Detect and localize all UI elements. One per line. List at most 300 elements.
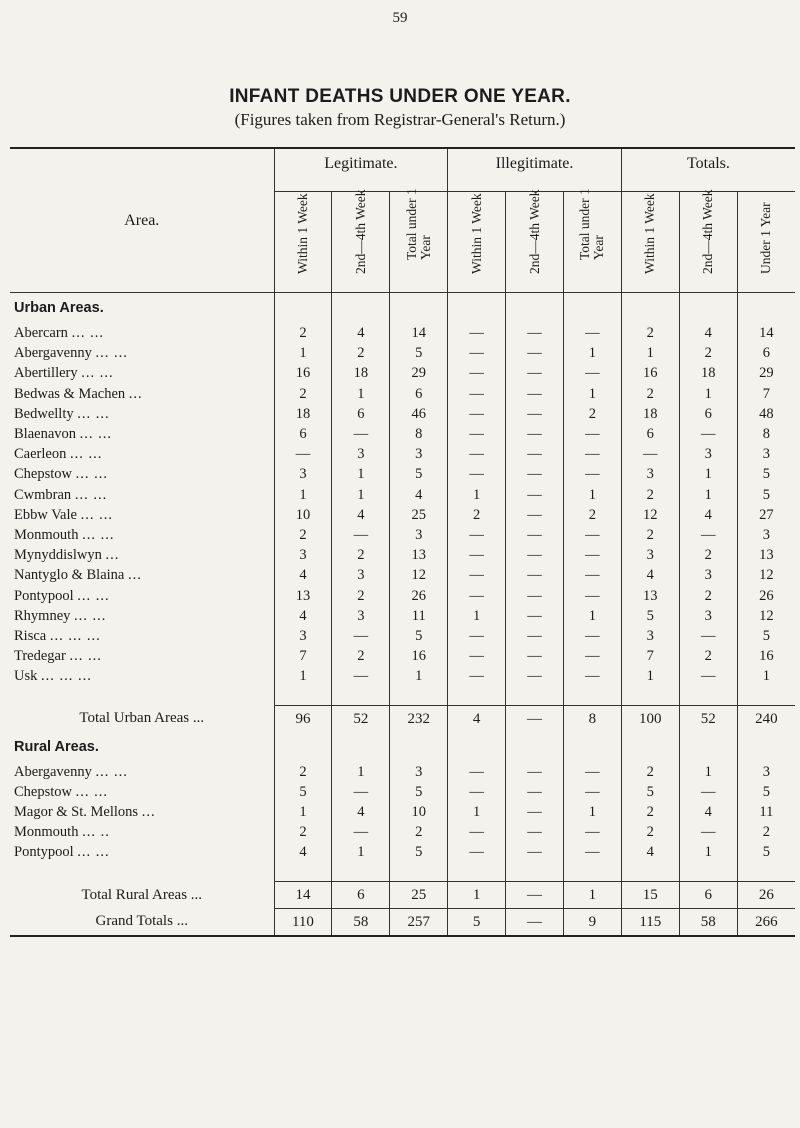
value-cell: 4 (621, 565, 679, 585)
value-cell: 1 (448, 881, 506, 908)
value-cell: — (506, 802, 564, 822)
value-cell: — (506, 666, 564, 686)
area-header: Area. (10, 148, 274, 293)
value-cell: 1 (448, 485, 506, 505)
value-cell: — (448, 586, 506, 606)
value-cell: — (506, 384, 564, 404)
value-cell: 2 (274, 822, 332, 842)
value-cell: 2 (621, 485, 679, 505)
grand-total-row (10, 908, 795, 936)
value-cell: 4 (448, 705, 506, 732)
value-cell: 1 (679, 842, 737, 862)
value-cell: 4 (390, 485, 448, 505)
area-name: Pontypool ... ... (14, 844, 110, 861)
value-cell: 26 (390, 586, 448, 606)
area-name: Caerleon ... ... (14, 446, 103, 463)
value-cell: 52 (332, 705, 390, 732)
value-cell: 13 (621, 586, 679, 606)
value-cell: 1 (332, 384, 390, 404)
value-cell: 6 (621, 424, 679, 444)
value-cell: — (506, 525, 564, 545)
value-cell: 3 (621, 626, 679, 646)
value-cell: 18 (621, 404, 679, 424)
value-cell: 2 (274, 762, 332, 782)
value-cell: 52 (679, 705, 737, 732)
value-cell: 3 (274, 464, 332, 484)
value-cell: — (506, 424, 564, 444)
value-cell: — (448, 444, 506, 464)
column-header: Within 1 Week (448, 192, 506, 293)
value-cell: 6 (737, 343, 795, 363)
value-cell: 115 (621, 908, 679, 936)
value-cell: — (679, 782, 737, 802)
page-number: 59 (392, 10, 408, 26)
value-cell: — (621, 444, 679, 464)
infant-deaths-table (10, 147, 795, 937)
table-row (10, 444, 795, 464)
area-name: Nantyglo & Blaina ... (14, 567, 142, 584)
value-cell: 5 (737, 782, 795, 802)
section-label: Rural Areas. (14, 738, 99, 755)
value-cell: 26 (737, 881, 795, 908)
value-cell: 6 (679, 881, 737, 908)
value-cell: — (332, 525, 390, 545)
value-cell: — (448, 545, 506, 565)
value-cell: 5 (737, 626, 795, 646)
value-cell: 6 (274, 424, 332, 444)
value-cell: — (448, 323, 506, 343)
value-cell: — (506, 404, 564, 424)
value-cell: — (563, 842, 621, 862)
column-header: 2nd—4th Week (679, 192, 737, 293)
value-cell: 2 (390, 822, 448, 842)
value-cell: 1 (679, 485, 737, 505)
value-cell: 46 (390, 404, 448, 424)
value-cell: — (506, 545, 564, 565)
value-cell: — (448, 404, 506, 424)
value-cell: 12 (737, 565, 795, 585)
area-name: Usk ... ... ... (14, 668, 92, 685)
value-cell: 4 (274, 565, 332, 585)
area-name: Chepstow ... ... (14, 466, 108, 483)
infant-deaths-table-container (10, 147, 795, 937)
value-cell: 2 (332, 343, 390, 363)
table-row (10, 586, 795, 606)
area-name: Risca ... ... ... (14, 628, 101, 645)
value-cell: 1 (679, 384, 737, 404)
value-cell: 4 (679, 802, 737, 822)
value-cell: 58 (679, 908, 737, 936)
value-cell: 5 (737, 842, 795, 862)
value-cell: — (448, 424, 506, 444)
value-cell: 4 (332, 802, 390, 822)
value-cell: 2 (332, 586, 390, 606)
value-cell: 3 (737, 444, 795, 464)
table-row (10, 565, 795, 585)
area-name: Pontypool ... ... (14, 587, 110, 604)
value-cell: — (679, 822, 737, 842)
area-name: Bedwas & Machen ... (14, 385, 143, 402)
value-cell: 2 (621, 762, 679, 782)
value-cell: — (506, 343, 564, 363)
value-cell: 18 (274, 404, 332, 424)
value-cell: 3 (621, 464, 679, 484)
value-cell: 16 (737, 646, 795, 666)
value-cell: — (506, 464, 564, 484)
value-cell: — (448, 842, 506, 862)
rural-section-header (10, 732, 795, 762)
value-cell: — (448, 782, 506, 802)
value-cell: — (506, 762, 564, 782)
value-cell: 3 (332, 606, 390, 626)
value-cell: 1 (563, 384, 621, 404)
area-name: Mynyddislwyn ... (14, 547, 120, 564)
value-cell: 18 (332, 363, 390, 383)
value-cell: 1 (274, 666, 332, 686)
value-cell: — (506, 363, 564, 383)
spacer-row (10, 687, 795, 706)
value-cell: 9 (563, 908, 621, 936)
value-cell: 1 (274, 343, 332, 363)
value-cell: 1 (621, 666, 679, 686)
table-row (10, 525, 795, 545)
value-cell: 5 (737, 464, 795, 484)
value-cell: 2 (679, 343, 737, 363)
value-cell: 232 (390, 705, 448, 732)
area-name: Total Rural Areas ... (81, 886, 203, 903)
value-cell: 2 (274, 384, 332, 404)
value-cell: 3 (274, 545, 332, 565)
value-cell: — (506, 606, 564, 626)
value-cell: — (563, 444, 621, 464)
value-cell: 29 (390, 363, 448, 383)
value-cell: 11 (390, 606, 448, 626)
column-header: 2nd—4th Week (332, 192, 390, 293)
value-cell: — (274, 444, 332, 464)
value-cell: 12 (621, 505, 679, 525)
value-cell: — (448, 666, 506, 686)
value-cell: — (506, 908, 564, 936)
value-cell: 2 (679, 545, 737, 565)
value-cell: 25 (390, 881, 448, 908)
value-cell: 7 (274, 646, 332, 666)
value-cell: 7 (737, 384, 795, 404)
value-cell: — (448, 384, 506, 404)
spacer-row (10, 863, 795, 882)
value-cell: — (506, 842, 564, 862)
value-cell: — (563, 822, 621, 842)
value-cell: — (506, 444, 564, 464)
area-name: Monmouth ... ... (14, 527, 115, 544)
value-cell: 3 (332, 444, 390, 464)
value-cell: 2 (679, 646, 737, 666)
value-cell: 6 (679, 404, 737, 424)
page-title: INFANT DEATHS UNDER ONE YEAR. (229, 86, 571, 107)
value-cell: — (563, 782, 621, 802)
value-cell: — (332, 424, 390, 444)
value-cell: 1 (390, 666, 448, 686)
table-row (10, 384, 795, 404)
value-cell: 12 (390, 565, 448, 585)
area-name: Abergavenny ... ... (14, 345, 128, 362)
value-cell: — (448, 464, 506, 484)
area-name: Abertillery ... ... (14, 365, 114, 382)
value-cell: 1 (448, 606, 506, 626)
value-cell: 2 (621, 384, 679, 404)
value-cell: 11 (737, 802, 795, 822)
value-cell: — (563, 626, 621, 646)
value-cell: 1 (448, 802, 506, 822)
area-name: Abercarn ... ... (14, 325, 104, 341)
value-cell: — (448, 626, 506, 646)
rural-total-row (10, 881, 795, 908)
area-name: Monmouth ... .. (14, 824, 110, 841)
column-header: Total under 1 Year (563, 192, 621, 293)
value-cell: 5 (390, 626, 448, 646)
value-cell: — (563, 586, 621, 606)
value-cell: 2 (448, 505, 506, 525)
value-cell: — (448, 646, 506, 666)
value-cell: — (506, 323, 564, 343)
value-cell: 4 (621, 842, 679, 862)
area-name: Tredegar ... ... (14, 648, 102, 665)
value-cell: 27 (737, 505, 795, 525)
value-cell: 3 (737, 762, 795, 782)
value-cell: 14 (274, 881, 332, 908)
value-cell: 13 (390, 545, 448, 565)
value-cell: — (506, 646, 564, 666)
value-cell: 4 (679, 505, 737, 525)
table-row (10, 343, 795, 363)
value-cell: 2 (274, 323, 332, 343)
value-cell: — (506, 485, 564, 505)
value-cell: 3 (679, 606, 737, 626)
value-cell: 2 (679, 586, 737, 606)
table-row (10, 485, 795, 505)
value-cell: 3 (332, 565, 390, 585)
value-cell: 3 (621, 545, 679, 565)
value-cell: 5 (390, 464, 448, 484)
table-row (10, 802, 795, 822)
area-name: Grand Totals ... (10, 908, 274, 936)
value-cell: — (563, 646, 621, 666)
column-header: Within 1 Week (621, 192, 679, 293)
value-cell: 2 (274, 525, 332, 545)
table-row (10, 323, 795, 343)
table-row (10, 822, 795, 842)
value-cell: — (506, 782, 564, 802)
value-cell: 10 (390, 802, 448, 822)
value-cell: 4 (274, 842, 332, 862)
value-cell: 13 (737, 545, 795, 565)
value-cell: 3 (737, 525, 795, 545)
value-cell: 5 (621, 606, 679, 626)
value-cell: 5 (390, 782, 448, 802)
value-cell: 58 (332, 908, 390, 936)
value-cell: — (563, 565, 621, 585)
value-cell: 18 (679, 363, 737, 383)
value-cell: 14 (390, 323, 448, 343)
value-cell: — (563, 666, 621, 686)
area-name: Total Urban Areas ... (79, 710, 205, 727)
value-cell: — (448, 822, 506, 842)
value-cell: 2 (737, 822, 795, 842)
value-cell: 3 (390, 525, 448, 545)
value-cell: 1 (679, 762, 737, 782)
value-cell: 1 (563, 343, 621, 363)
value-cell: 1 (332, 842, 390, 862)
value-cell: 8 (390, 424, 448, 444)
value-cell: 1 (563, 485, 621, 505)
area-name: Ebbw Vale ... ... (14, 506, 113, 523)
table-row (10, 666, 795, 686)
area-name: Magor & St. Mellons ... (14, 804, 156, 821)
value-cell: 3 (679, 444, 737, 464)
table-row (10, 606, 795, 626)
totals-header: Totals. (621, 148, 795, 192)
table-row (10, 424, 795, 444)
value-cell: 3 (390, 444, 448, 464)
value-cell: — (506, 881, 564, 908)
value-cell: 8 (737, 424, 795, 444)
value-cell: 1 (737, 666, 795, 686)
value-cell: — (506, 626, 564, 646)
value-cell: 3 (679, 565, 737, 585)
illegitimate-header: Illegitimate. (448, 148, 622, 192)
value-cell: 1 (621, 343, 679, 363)
value-cell: 2 (563, 505, 621, 525)
value-cell: 4 (332, 505, 390, 525)
value-cell: 5 (390, 842, 448, 862)
value-cell: 8 (563, 705, 621, 732)
table-row (10, 626, 795, 646)
value-cell: 25 (390, 505, 448, 525)
urban-total-row (10, 705, 795, 732)
value-cell: 1 (274, 485, 332, 505)
value-cell: 6 (390, 384, 448, 404)
value-cell: 266 (737, 908, 795, 936)
urban-section-header (10, 293, 795, 324)
value-cell: 2 (332, 646, 390, 666)
value-cell: — (563, 323, 621, 343)
value-cell: 2 (332, 545, 390, 565)
value-cell: 4 (679, 323, 737, 343)
value-cell: 3 (274, 626, 332, 646)
value-cell: 4 (274, 606, 332, 626)
value-cell: — (506, 705, 564, 732)
value-cell: 5 (448, 908, 506, 936)
value-cell: 2 (621, 802, 679, 822)
value-cell: — (506, 565, 564, 585)
table-row (10, 782, 795, 802)
value-cell: 1 (563, 802, 621, 822)
page-subtitle: (Figures taken from Registrar-General's Return.) (234, 110, 566, 129)
value-cell: 1 (332, 485, 390, 505)
value-cell: — (563, 363, 621, 383)
area-name: Chepstow ... ... (14, 783, 108, 800)
value-cell: 15 (621, 881, 679, 908)
section-label: Urban Areas. (14, 300, 104, 316)
area-name: Abergavenny ... ... (14, 763, 128, 780)
value-cell: 240 (737, 705, 795, 732)
value-cell: — (332, 822, 390, 842)
value-cell: 14 (737, 323, 795, 343)
value-cell: — (679, 626, 737, 646)
value-cell: — (679, 424, 737, 444)
table-row (10, 363, 795, 383)
value-cell: — (332, 666, 390, 686)
value-cell: 13 (274, 586, 332, 606)
value-cell: 5 (737, 485, 795, 505)
table-row (10, 464, 795, 484)
column-header: 2nd—4th Week (506, 192, 564, 293)
value-cell: 12 (737, 606, 795, 626)
value-cell: 16 (390, 646, 448, 666)
value-cell: — (679, 525, 737, 545)
value-cell: 2 (621, 822, 679, 842)
value-cell: 26 (737, 586, 795, 606)
value-cell: 5 (621, 782, 679, 802)
value-cell: — (448, 343, 506, 363)
table-row (10, 762, 795, 782)
value-cell: — (506, 586, 564, 606)
area-name: Bedwellty ... ... (14, 405, 110, 422)
value-cell: 1 (679, 464, 737, 484)
column-header: Under 1 Year (737, 192, 795, 293)
table-row (10, 646, 795, 666)
value-cell: 29 (737, 363, 795, 383)
value-cell: 3 (390, 762, 448, 782)
value-cell: 4 (332, 323, 390, 343)
value-cell: — (563, 545, 621, 565)
value-cell: — (448, 565, 506, 585)
value-cell: 257 (390, 908, 448, 936)
value-cell: 7 (621, 646, 679, 666)
value-cell: — (448, 525, 506, 545)
value-cell: 1 (274, 802, 332, 822)
area-name: Rhymney ... ... (14, 607, 107, 624)
value-cell: — (563, 525, 621, 545)
value-cell: 96 (274, 705, 332, 732)
value-cell: — (506, 505, 564, 525)
area-name: Cwmbran ... ... (14, 486, 108, 503)
value-cell: — (332, 782, 390, 802)
value-cell: 16 (274, 363, 332, 383)
table-row (10, 545, 795, 565)
value-cell: 6 (332, 881, 390, 908)
value-cell: 6 (332, 404, 390, 424)
value-cell: 10 (274, 505, 332, 525)
value-cell: — (563, 424, 621, 444)
value-cell: — (332, 626, 390, 646)
column-header: Total under 1 Year (390, 192, 448, 293)
area-name: Blaenavon ... ... (14, 426, 113, 443)
value-cell: — (679, 666, 737, 686)
value-cell: — (506, 822, 564, 842)
value-cell: 2 (621, 323, 679, 343)
legitimate-header: Legitimate. (274, 148, 448, 192)
value-cell: 110 (274, 908, 332, 936)
value-cell: 48 (737, 404, 795, 424)
table-row (10, 842, 795, 862)
value-cell: 1 (563, 881, 621, 908)
value-cell: — (563, 464, 621, 484)
value-cell: 5 (274, 782, 332, 802)
table-row (10, 404, 795, 424)
value-cell: — (448, 762, 506, 782)
value-cell: 5 (390, 343, 448, 363)
value-cell: 1 (563, 606, 621, 626)
